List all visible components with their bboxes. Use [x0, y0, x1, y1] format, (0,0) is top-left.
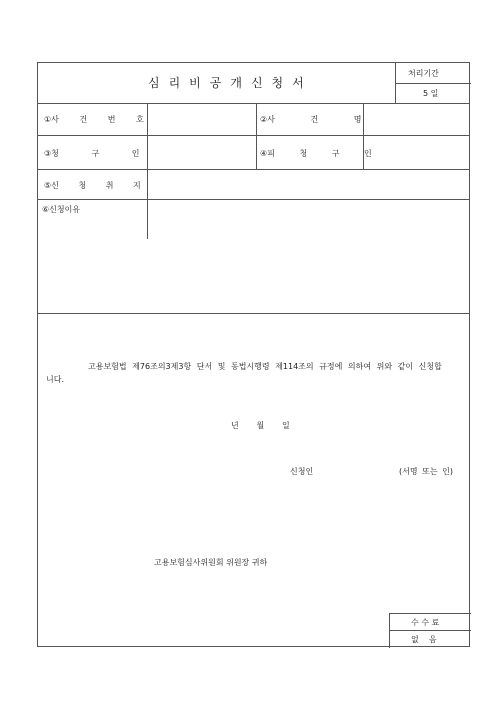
fee-value: 없 음 — [411, 635, 437, 644]
row-line-5 — [38, 313, 469, 314]
fee-box-middle — [389, 630, 471, 631]
case-number-label: ①사 건 번 호 — [44, 115, 144, 124]
statement-line-1: 고용보험법 제76조의3제3항 단서 및 동법시행령 제114조의 규정에 의하여 위와 같이 신청합 — [88, 362, 442, 371]
case-name-divider — [363, 103, 364, 169]
row-line-2 — [38, 135, 469, 136]
addressee: 고용보험심사위원회 위원장 귀하 — [154, 558, 268, 567]
mid-divider — [256, 103, 257, 169]
application-purpose-label: ⑤신 청 취 지 — [44, 181, 141, 190]
fee-box-top — [389, 613, 471, 614]
application-reason-label: ⑥신청이유 — [42, 205, 81, 214]
form-title: 심리비공개신청서 — [148, 76, 313, 90]
statement-line-2: 니다. — [46, 375, 64, 384]
applicant-label: 신청인 — [290, 467, 314, 476]
fee-label: 수 수 료 — [411, 618, 440, 627]
respondent-label: ④피 청 구 인 — [260, 149, 372, 158]
date-line: 년 월 일 — [231, 421, 290, 430]
signature-label: (서명 또는 인) — [399, 467, 453, 476]
case-number-divider — [147, 103, 148, 239]
row-line-4 — [38, 199, 469, 200]
period-divider — [395, 83, 471, 84]
processing-period-value: 5 일 — [423, 89, 439, 98]
row-line-3 — [38, 169, 469, 170]
processing-period-label: 처리기간 — [408, 69, 439, 78]
application-form — [37, 62, 470, 647]
row-line-1 — [38, 103, 469, 104]
claimant-label: ③청 구 인 — [44, 149, 140, 158]
case-name-label: ②사 건 명 — [260, 115, 362, 124]
